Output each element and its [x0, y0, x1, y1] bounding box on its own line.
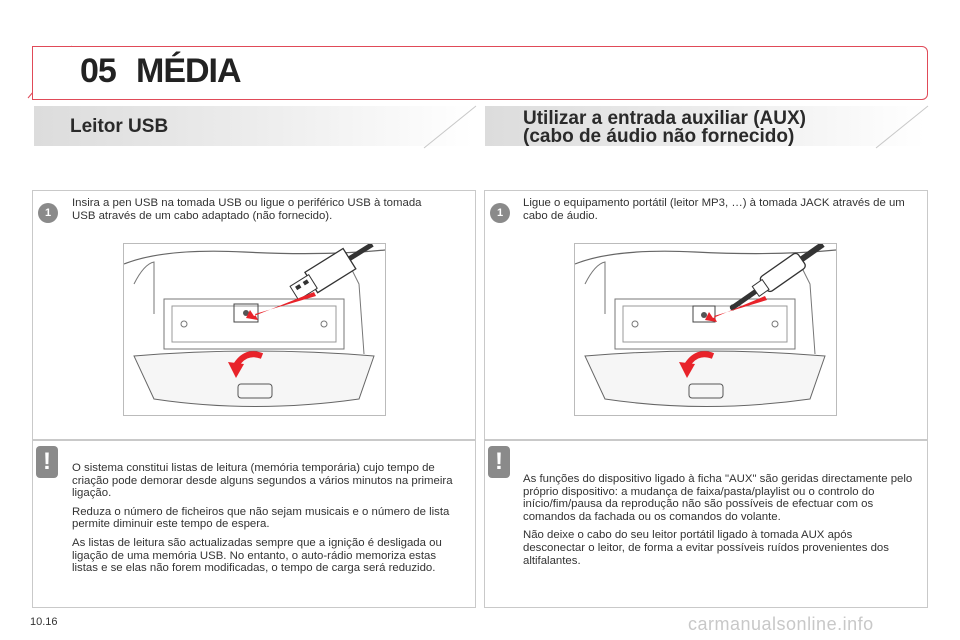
left-step-badge: 1 [38, 203, 58, 223]
right-band-diagonal [872, 100, 932, 152]
right-step-badge: 1 [490, 203, 510, 223]
left-step-text: Insira a pen USB na tomada USB ou ligue o periférico USB à tomada USB através de um cabo adaptado (não fornecido). [72, 197, 422, 222]
usb-plug-illustration [124, 244, 385, 415]
usb-illustration [123, 243, 386, 416]
right-warning-icon: ! [488, 446, 510, 478]
right-step-text: Ligue o equipamento portátil (leitor MP3, …) à tomada JACK através de um cabo de áudio. [523, 197, 905, 222]
left-note-1: O sistema constitui listas de leitura (memória temporária) cujo tempo de criação pode demorar desde alguns segundos a vários minutos na primeira ligação. [72, 462, 453, 500]
chapter-number: 05 [80, 52, 116, 90]
right-note-2: Não deixe o cabo do seu leitor portátil ligado à tomada AUX após desconectar o leitor, de forma a evitar possíveis ruídos provenientes dos altifalantes. [523, 529, 889, 567]
right-section-title-line2: (cabo de áudio não fornecido) [523, 126, 795, 147]
right-note-1: As funções do dispositivo ligado à ficha "AUX" são geridas directamente pelo próprio dispositivo: a mudança de faixa/pasta/playlist ou o controlo do início/fim/pausa da reprodução não são possíveis de efectuar com os comandos da fachada ou os comandos do volante. [523, 473, 913, 523]
right-notes [523, 473, 915, 573]
left-note-3: As listas de leitura são actualizadas sempre que a ignição é desligada ou ligação de uma memória USB. No entanto, o auto-rádio memoriza estas listas e se elas não forem modificadas, o tempo de carga será reduzido. [72, 536, 442, 575]
watermark: carmanualsonline.info [688, 614, 874, 634]
left-section-title: Leitor USB [70, 116, 169, 137]
right-section-title-line1: Utilizar a entrada auxiliar (AUX) [523, 108, 806, 129]
page-number: 10.16 [30, 616, 58, 628]
left-notes [72, 462, 464, 581]
left-band-diagonal [420, 100, 480, 152]
chapter-title: MÉDIA [136, 52, 241, 90]
jack-plug-illustration [575, 244, 836, 415]
aux-illustration [574, 243, 837, 416]
left-note-2: Reduza o número de ficheiros que não sejam musicais e o número de lista permite diminuir este tempo de espera. [72, 505, 450, 531]
left-warning-icon: ! [36, 446, 58, 478]
